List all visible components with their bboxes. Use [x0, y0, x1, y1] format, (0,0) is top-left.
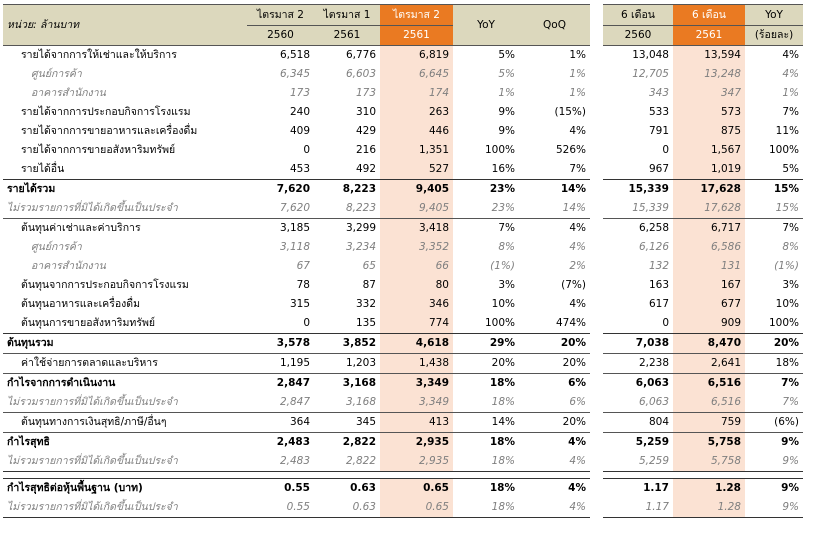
table-cell: 1,438	[380, 354, 453, 374]
table-row	[3, 103, 803, 122]
row-label: อาคารสำนักงาน	[31, 260, 106, 272]
table-cell: 5,758	[673, 433, 745, 453]
row-label: กำไรจากการดำเนินงาน	[7, 377, 116, 389]
table-cell: 2,847	[247, 393, 314, 413]
table-cell: 4%	[569, 222, 586, 234]
table-cell: 4%	[569, 125, 586, 137]
table-cell: 2,935	[380, 452, 453, 472]
table-cell: 474%	[555, 317, 586, 329]
table-cell: 3,299	[345, 222, 376, 234]
table-cell: 4%	[519, 479, 590, 499]
table-cell: 8,470	[673, 334, 745, 354]
table-cell: 3,352	[380, 238, 453, 257]
table-cell: 413	[380, 413, 453, 433]
table-cell: 20%	[745, 334, 803, 354]
table-cell: 2,847	[276, 377, 310, 389]
table-cell: 3,118	[279, 241, 310, 253]
table-cell: 7%	[782, 222, 799, 234]
table-cell: 18%	[489, 377, 515, 389]
table-cell: 6,063	[603, 393, 673, 413]
table-row	[3, 122, 803, 141]
table-cell: 9%	[498, 125, 515, 137]
table-cell: 87	[362, 279, 376, 291]
table-cell: 10%	[491, 298, 515, 310]
table-cell: 1%	[569, 68, 586, 80]
table-row	[3, 413, 803, 433]
table-cell: 4%	[569, 241, 586, 253]
column-header: ไตรมาส 2	[380, 5, 453, 26]
table-cell: 7,038	[603, 334, 673, 354]
table-cell: 8%	[782, 241, 799, 253]
table-cell: 8,223	[314, 199, 380, 219]
table-cell: 364	[247, 413, 314, 433]
table-cell: 3,234	[345, 241, 376, 253]
table-cell: 17,628	[673, 199, 745, 219]
table-cell: 527	[380, 160, 453, 180]
row-label: ศูนย์การค้า	[31, 68, 82, 80]
table-cell: 15,339	[603, 199, 673, 219]
table-cell: 429	[355, 125, 376, 137]
table-cell: 4%	[569, 298, 586, 310]
table-cell: 0	[303, 144, 310, 156]
table-cell: 5,758	[673, 452, 745, 472]
table-row	[3, 295, 803, 314]
table-cell: 174	[380, 84, 453, 103]
table-cell: 9%	[781, 436, 799, 448]
row-label: ไม่รวมรายการที่มิได้เกิดขึ้นเป็นประจำ	[3, 393, 247, 413]
table-cell: 0	[662, 317, 669, 329]
table-cell: 6,586	[673, 238, 745, 257]
table-cell: 8,223	[314, 180, 380, 200]
table-cell: 13,248	[673, 65, 745, 84]
table-cell: 967	[648, 163, 669, 175]
table-cell: 2,238	[603, 354, 673, 374]
table-row	[3, 334, 803, 354]
table-cell: 343	[648, 87, 669, 99]
table-cell: 20%	[519, 413, 590, 433]
table-row	[3, 180, 803, 200]
table-cell: 9%	[498, 106, 515, 118]
table-cell: 1%	[569, 49, 586, 61]
column-header: 2561	[380, 26, 453, 46]
table-row	[3, 84, 803, 103]
table-cell: 0.63	[314, 498, 380, 518]
column-header: YoY	[745, 5, 803, 26]
table-cell: 1,203	[314, 354, 380, 374]
table-cell: 1,351	[380, 141, 453, 160]
table-cell: 453	[289, 163, 310, 175]
table-cell: 346	[380, 295, 453, 314]
table-cell: 2%	[569, 260, 586, 272]
table-cell: 1.17	[603, 479, 673, 499]
column-header: ไตรมาส 2	[247, 5, 314, 26]
table-cell: 310	[355, 106, 376, 118]
table-cell: 132	[648, 260, 669, 272]
table-cell: 240	[289, 106, 310, 118]
column-header: 6 เดือน	[673, 5, 745, 26]
table-cell: 14%	[519, 199, 590, 219]
table-cell: 18%	[453, 479, 519, 499]
table-cell: 1,567	[673, 141, 745, 160]
row-label: ต้นทุนรวม	[3, 334, 247, 354]
row-label: ไม่รวมรายการที่มิได้เกิดขึ้นเป็นประจำ	[3, 452, 247, 472]
table-cell: 791	[648, 125, 669, 137]
table-cell: 2,822	[342, 436, 376, 448]
table-cell: 9%	[745, 452, 803, 472]
table-cell: (6%)	[745, 413, 803, 433]
row-label: ต้นทุนจากการประกอบกิจการโรงแรม	[21, 279, 189, 291]
header-row	[3, 5, 803, 26]
table-cell: 573	[673, 103, 745, 122]
table-cell: 131	[673, 257, 745, 276]
table-cell: 23%	[453, 199, 519, 219]
table-cell: 9%	[745, 479, 803, 499]
table-cell: (15%)	[554, 106, 586, 118]
table-cell: 2,483	[247, 452, 314, 472]
table-cell: 0.65	[380, 479, 453, 499]
table-cell: 0	[662, 144, 669, 156]
table-cell: 4%	[782, 68, 799, 80]
table-cell: 1%	[782, 87, 799, 99]
table-cell: 617	[648, 298, 669, 310]
table-cell: 29%	[453, 334, 519, 354]
table-cell: 3,168	[314, 393, 380, 413]
column-header: YoY	[453, 5, 519, 46]
row-label: รายได้อื่น	[21, 163, 65, 175]
column-header: ไตรมาส 1	[314, 5, 380, 26]
table-cell: 66	[380, 257, 453, 276]
table-cell: 16%	[491, 163, 515, 175]
table-cell: 1,195	[247, 354, 314, 374]
table-cell: 0.63	[314, 479, 380, 499]
table-cell: 1.28	[673, 479, 745, 499]
table-cell: 4%	[782, 49, 799, 61]
table-cell: 7%	[781, 377, 799, 389]
table-cell: 20%	[519, 354, 590, 374]
table-cell: 347	[673, 84, 745, 103]
row-label: ไม่รวมรายการที่มิได้เกิดขึ้นเป็นประจำ	[3, 498, 247, 518]
table-cell: 7%	[782, 106, 799, 118]
table-cell: 533	[648, 106, 669, 118]
table-cell: 4%	[519, 452, 590, 472]
table-cell: 345	[314, 413, 380, 433]
table-cell: 7%	[745, 393, 803, 413]
table-cell: 263	[380, 103, 453, 122]
table-cell: 10%	[775, 298, 799, 310]
row-label: ไม่รวมรายการที่มิได้เกิดขึ้นเป็นประจำ	[3, 199, 247, 219]
table-cell: 6,717	[673, 219, 745, 239]
row-label: รายได้จากการขายอาหารและเครื่องดื่ม	[21, 125, 198, 137]
table-cell: 2,935	[380, 433, 453, 453]
table-cell: 6,126	[638, 241, 669, 253]
table-cell: 9,405	[380, 199, 453, 219]
table-cell: 15%	[745, 180, 803, 200]
table-cell: 67	[296, 260, 310, 272]
row-label: รายได้จากการประกอบกิจการโรงแรม	[21, 106, 191, 118]
table-cell: (1%)	[490, 260, 515, 272]
column-header: 2561	[673, 26, 745, 46]
table-cell: 8%	[498, 241, 515, 253]
table-cell: 3,185	[279, 222, 310, 234]
row-label: ต้นทุนทางการเงินสุทธิ/ภาษี/อื่นๆ	[3, 413, 247, 433]
table-cell: 6,063	[635, 377, 669, 389]
table-cell: 9,405	[380, 180, 453, 200]
table-cell: 18%	[489, 436, 515, 448]
table-cell: 20%	[519, 334, 590, 354]
table-cell: 759	[673, 413, 745, 433]
table-cell: 0.55	[247, 479, 314, 499]
table-cell: 526%	[555, 144, 586, 156]
table-cell: 173	[289, 87, 310, 99]
table-row	[3, 257, 803, 276]
table-row	[3, 46, 803, 66]
table-cell: 80	[380, 276, 453, 295]
table-cell: 6,819	[380, 46, 453, 66]
table-cell: 23%	[453, 180, 519, 200]
table-cell: 875	[673, 122, 745, 141]
table-cell: 4%	[568, 436, 586, 448]
table-cell: 5,259	[603, 452, 673, 472]
table-cell: 3,852	[314, 334, 380, 354]
table-row	[3, 141, 803, 160]
table-cell: 4,618	[380, 334, 453, 354]
row-label: รายได้รวม	[3, 180, 247, 200]
column-header: 2561	[314, 26, 380, 46]
table-cell: 774	[380, 314, 453, 334]
table-cell: 1%	[569, 87, 586, 99]
table-cell: 409	[289, 125, 310, 137]
column-header: QoQ	[519, 5, 590, 46]
table-cell: 0.55	[247, 498, 314, 518]
table-cell: 12,705	[632, 68, 669, 80]
table-cell: 100%	[768, 317, 799, 329]
table-row	[3, 65, 803, 84]
column-header: (ร้อยละ)	[745, 26, 803, 46]
table-row	[3, 433, 803, 453]
table-cell: 100%	[768, 144, 799, 156]
column-header: 2560	[247, 26, 314, 46]
table-cell: 5,259	[635, 436, 669, 448]
table-cell: 14%	[519, 180, 590, 200]
table-cell: 6,603	[345, 68, 376, 80]
table-cell: 446	[380, 122, 453, 141]
table-cell: 1.17	[603, 498, 673, 518]
table-cell: 135	[355, 317, 376, 329]
table-cell: 167	[673, 276, 745, 295]
column-header: 2560	[603, 26, 673, 46]
row-label: ค่าใช้จ่ายการตลาดและบริหาร	[3, 354, 247, 374]
table-cell: 677	[673, 295, 745, 314]
row-label: กำไรสุทธิต่อหุ้นพื้นฐาน (บาท)	[3, 479, 247, 499]
table-cell: 0	[303, 317, 310, 329]
table-cell: 7%	[498, 222, 515, 234]
table-cell: 6,518	[279, 49, 310, 61]
table-cell: 5%	[498, 49, 515, 61]
table-cell: 13,048	[632, 49, 669, 61]
table-cell: 13,594	[673, 46, 745, 66]
table-cell: (7%)	[561, 279, 586, 291]
row-label: ต้นทุนการขายอสังหาริมทรัพย์	[21, 317, 156, 329]
table-cell: 1,019	[673, 160, 745, 180]
table-cell: 909	[673, 314, 745, 334]
table-cell: 5%	[782, 163, 799, 175]
table-row	[3, 374, 803, 394]
table-cell: 3%	[782, 279, 799, 291]
table-cell: 18%	[453, 393, 519, 413]
table-cell: 78	[296, 279, 310, 291]
row-label: รายได้จากการให้เช่าและให้บริการ	[21, 49, 177, 61]
table-cell: 3,349	[380, 393, 453, 413]
table-cell: 7,620	[247, 199, 314, 219]
table-cell: 6,345	[279, 68, 310, 80]
table-cell: 6%	[519, 393, 590, 413]
table-cell: 20%	[453, 354, 519, 374]
table-cell: (1%)	[774, 260, 799, 272]
table-cell: 332	[355, 298, 376, 310]
row-label: ต้นทุนค่าเช่าและค่าบริการ	[21, 222, 141, 234]
row-spacer	[3, 472, 803, 479]
table-cell: 100%	[484, 144, 515, 156]
table-cell: 6,258	[638, 222, 669, 234]
table-cell: 65	[362, 260, 376, 272]
row-label: ต้นทุนอาหารและเครื่องดื่ม	[21, 298, 141, 310]
table-row	[3, 354, 803, 374]
table-cell: 1%	[498, 87, 515, 99]
table-row	[3, 219, 803, 239]
table-cell: 163	[648, 279, 669, 291]
table-cell: 15,339	[603, 180, 673, 200]
table-row	[3, 314, 803, 334]
table-cell: 2,483	[276, 436, 310, 448]
column-header: 6 เดือน	[603, 5, 673, 26]
table-row	[3, 276, 803, 295]
table-cell: 3,349	[380, 374, 453, 394]
table-row	[3, 479, 803, 499]
table-cell: 492	[355, 163, 376, 175]
table-cell: 18%	[453, 452, 519, 472]
table-row	[3, 393, 803, 413]
table-cell: 1.28	[673, 498, 745, 518]
table-cell: 0.65	[380, 498, 453, 518]
row-label: กำไรสุทธิ	[7, 436, 50, 448]
row-label: รายได้จากการขายอสังหาริมทรัพย์	[21, 144, 176, 156]
table-row	[3, 160, 803, 180]
table-cell: 18%	[453, 498, 519, 518]
table-cell: 3%	[498, 279, 515, 291]
table-cell: 6%	[568, 377, 586, 389]
table-cell: 7,620	[247, 180, 314, 200]
unit-label: หน่วย: ล้านบาท	[3, 5, 247, 46]
table-cell: 2,641	[673, 354, 745, 374]
table-cell: 315	[289, 298, 310, 310]
row-label: อาคารสำนักงาน	[31, 87, 106, 99]
table-cell: 6,645	[380, 65, 453, 84]
table-cell: 6,516	[673, 393, 745, 413]
table-cell: 18%	[745, 354, 803, 374]
table-cell: 11%	[775, 125, 799, 137]
table-cell: 14%	[453, 413, 519, 433]
table-row	[3, 498, 803, 518]
table-cell: 7%	[569, 163, 586, 175]
table-cell: 3,578	[247, 334, 314, 354]
table-cell: 4%	[519, 498, 590, 518]
table-cell: 17,628	[673, 180, 745, 200]
table-row	[3, 238, 803, 257]
financial-table	[3, 4, 803, 518]
table-cell: 3,418	[380, 219, 453, 239]
table-cell: 15%	[745, 199, 803, 219]
table-row	[3, 199, 803, 219]
table-cell: 6,776	[345, 49, 376, 61]
table-row	[3, 452, 803, 472]
table-cell: 100%	[484, 317, 515, 329]
table-cell: 2,822	[314, 452, 380, 472]
table-cell: 804	[603, 413, 673, 433]
table-cell: 216	[355, 144, 376, 156]
row-label: ศูนย์การค้า	[31, 241, 82, 253]
table-cell: 9%	[745, 498, 803, 518]
table-cell: 173	[355, 87, 376, 99]
table-cell: 6,516	[673, 374, 745, 394]
table-cell: 5%	[498, 68, 515, 80]
table-cell: 3,168	[342, 377, 376, 389]
